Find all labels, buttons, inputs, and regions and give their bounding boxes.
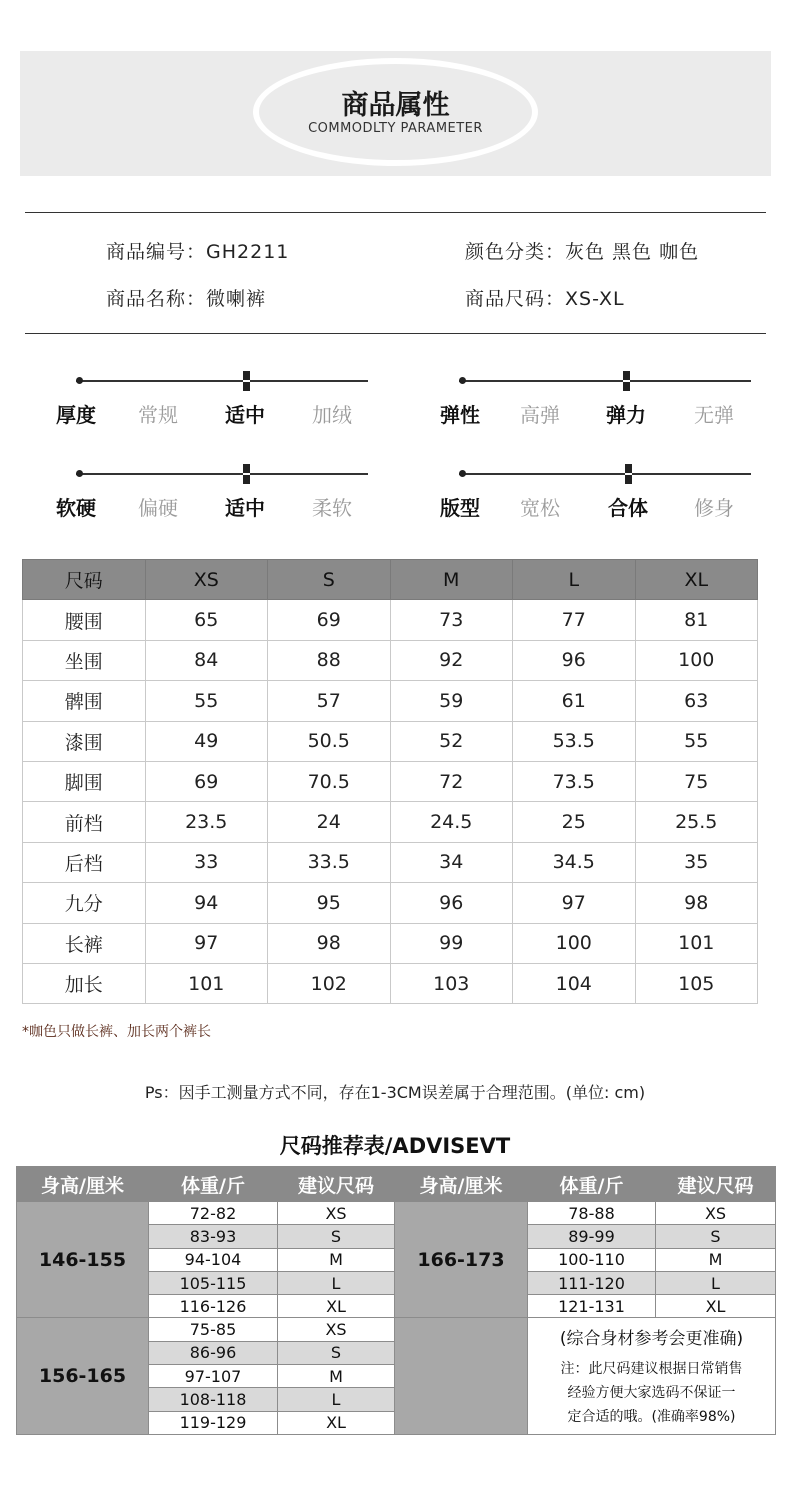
table-cell: 102	[268, 963, 391, 1003]
table-row	[23, 761, 758, 801]
divider-bottom	[25, 333, 766, 334]
table-cell: 35	[635, 842, 758, 882]
attr-name: 软硬	[56, 496, 96, 520]
column-header: L	[513, 560, 636, 600]
attr-option: 柔软	[312, 496, 352, 520]
table-cell: 88	[268, 640, 391, 680]
row-label: 漆围	[23, 721, 146, 761]
measure-note: Ps：因手工测量方式不同，存在1-3CM误差属于合理范围。(单位: cm)	[144, 1083, 646, 1102]
product-sizes-value: XS-XL	[565, 288, 625, 310]
table-cell: 55	[635, 721, 758, 761]
product-colors-label: 颜色分类：	[465, 241, 566, 263]
attr-slider-hardness	[56, 454, 368, 524]
table-cell: 25.5	[635, 802, 758, 842]
blank-cell	[395, 1318, 528, 1434]
page-title: 商品属性	[341, 90, 450, 121]
slider-knob	[243, 371, 250, 391]
size-cell: XS	[278, 1318, 395, 1341]
weight-cell: 86-96	[149, 1341, 278, 1364]
remark-title: (综合身材参考会更准确)	[559, 1328, 744, 1349]
product-name-value: 微喇裤	[206, 288, 267, 310]
table-cell: 101	[145, 963, 268, 1003]
slider-start-dot	[76, 470, 83, 477]
column-header: M	[390, 560, 513, 600]
column-header: S	[268, 560, 391, 600]
row-label: 坐围	[23, 640, 146, 680]
column-header: 身高/厘米	[17, 1167, 149, 1202]
table-cell: 97	[145, 923, 268, 963]
size-cell: XL	[278, 1411, 395, 1434]
weight-cell: 119-129	[149, 1411, 278, 1434]
advise-table-header	[17, 1167, 776, 1202]
product-name-label: 商品名称：	[106, 288, 207, 310]
table-row	[23, 600, 758, 640]
column-header: 体重/斤	[149, 1167, 278, 1202]
table-row	[17, 1318, 776, 1341]
attr-name: 版型	[440, 496, 480, 520]
table-cell: 100	[513, 923, 636, 963]
size-cell: M	[278, 1365, 395, 1388]
table-cell: 84	[145, 640, 268, 680]
size-cell: XL	[656, 1295, 776, 1318]
remark-line: 定合适的哦。(准确率98%)	[567, 1408, 736, 1425]
slider-knob	[625, 464, 632, 484]
column-header: 建议尺码	[656, 1167, 776, 1202]
slider-track	[76, 473, 368, 475]
table-cell: 61	[513, 681, 636, 721]
size-cell: XS	[278, 1202, 395, 1225]
color-note: *咖色只做长裤、加长两个裤长	[22, 1024, 211, 1040]
table-cell: 99	[390, 923, 513, 963]
size-cell: S	[656, 1225, 776, 1248]
table-cell: 53.5	[513, 721, 636, 761]
table-cell: 98	[635, 883, 758, 923]
table-cell: 105	[635, 963, 758, 1003]
weight-cell: 94-104	[149, 1248, 278, 1271]
column-header: 建议尺码	[278, 1167, 395, 1202]
slider-start-dot	[459, 470, 466, 477]
remark-cell	[528, 1318, 776, 1434]
product-sizes	[465, 284, 625, 311]
table-cell: 104	[513, 963, 636, 1003]
size-cell: M	[278, 1248, 395, 1271]
table-row	[23, 963, 758, 1003]
height-range: 166-173	[395, 1202, 528, 1318]
divider-top	[25, 212, 766, 213]
size-cell: S	[278, 1225, 395, 1248]
weight-cell: 78-88	[528, 1202, 656, 1225]
height-range: 146-155	[17, 1202, 149, 1318]
product-code-label: 商品编号：	[106, 241, 207, 263]
table-cell: 49	[145, 721, 268, 761]
weight-cell: 111-120	[528, 1271, 656, 1294]
table-cell: 24.5	[390, 802, 513, 842]
table-cell: 33.5	[268, 842, 391, 882]
weight-cell: 75-85	[149, 1318, 278, 1341]
column-header: 身高/厘米	[395, 1167, 528, 1202]
table-cell: 65	[145, 600, 268, 640]
row-label: 长裤	[23, 923, 146, 963]
column-header: XS	[145, 560, 268, 600]
weight-cell: 89-99	[528, 1225, 656, 1248]
table-cell: 34	[390, 842, 513, 882]
row-label: 加长	[23, 963, 146, 1003]
attr-slider-fit	[440, 454, 751, 524]
table-cell: 73	[390, 600, 513, 640]
slider-start-dot	[459, 377, 466, 384]
table-cell: 33	[145, 842, 268, 882]
table-cell: 77	[513, 600, 636, 640]
size-cell: S	[278, 1341, 395, 1364]
table-cell: 75	[635, 761, 758, 801]
table-cell: 50.5	[268, 721, 391, 761]
product-colors	[465, 237, 699, 264]
header-banner	[20, 51, 771, 176]
table-cell: 72	[390, 761, 513, 801]
table-row	[23, 721, 758, 761]
table-row	[23, 640, 758, 680]
attr-name: 弹性	[440, 403, 480, 427]
table-cell: 57	[268, 681, 391, 721]
attr-option-selected: 弹力	[606, 403, 646, 427]
slider-track	[459, 380, 751, 382]
column-header: XL	[635, 560, 758, 600]
attr-option: 常规	[138, 403, 178, 427]
table-cell: 63	[635, 681, 758, 721]
weight-cell: 121-131	[528, 1295, 656, 1318]
table-cell: 96	[390, 883, 513, 923]
product-code	[106, 237, 289, 264]
table-cell: 52	[390, 721, 513, 761]
product-sizes-label: 商品尺码：	[465, 288, 566, 310]
table-cell: 24	[268, 802, 391, 842]
size-cell: XS	[656, 1202, 776, 1225]
size-cell: XL	[278, 1295, 395, 1318]
advise-table	[16, 1166, 776, 1435]
attr-slider-thickness	[56, 361, 368, 431]
weight-cell: 116-126	[149, 1295, 278, 1318]
table-cell: 100	[635, 640, 758, 680]
row-label: 前档	[23, 802, 146, 842]
size-cell: L	[656, 1271, 776, 1294]
attr-option: 高弹	[520, 403, 560, 427]
size-cell: L	[278, 1388, 395, 1411]
attr-option: 宽松	[520, 496, 560, 520]
table-row	[17, 1202, 776, 1225]
attr-option-selected: 适中	[225, 403, 265, 427]
attr-option: 无弹	[694, 403, 734, 427]
attr-name: 厚度	[56, 403, 96, 427]
table-cell: 81	[635, 600, 758, 640]
remark-line: 注：此尺码建议根据日常销售	[560, 1360, 743, 1377]
table-cell: 97	[513, 883, 636, 923]
table-cell: 98	[268, 923, 391, 963]
slider-knob	[243, 464, 250, 484]
attr-option: 加绒	[312, 403, 352, 427]
attr-option: 修身	[694, 496, 734, 520]
attr-option: 偏硬	[138, 496, 178, 520]
table-cell: 23.5	[145, 802, 268, 842]
advise-title: 尺码推荐表/ADVISEVT	[279, 1134, 511, 1158]
remark-line: 经验方便大家选码不保证一	[567, 1384, 736, 1401]
row-label: 脚围	[23, 761, 146, 801]
slider-start-dot	[76, 377, 83, 384]
table-row	[23, 883, 758, 923]
product-colors-value: 灰色 黑色 咖色	[565, 241, 700, 263]
size-table	[22, 559, 758, 1004]
table-row	[23, 923, 758, 963]
height-range: 156-165	[17, 1318, 149, 1434]
weight-cell: 72-82	[149, 1202, 278, 1225]
weight-cell: 108-118	[149, 1388, 278, 1411]
size-cell: M	[656, 1248, 776, 1271]
table-cell: 55	[145, 681, 268, 721]
column-header: 尺码	[23, 560, 146, 600]
table-cell: 70.5	[268, 761, 391, 801]
table-cell: 101	[635, 923, 758, 963]
page-subtitle: COMMODLTY PARAMETER	[308, 121, 483, 136]
weight-cell: 97-107	[149, 1365, 278, 1388]
weight-cell: 100-110	[528, 1248, 656, 1271]
table-cell: 95	[268, 883, 391, 923]
product-code-value: GH2211	[206, 241, 290, 263]
attr-option-selected: 适中	[225, 496, 265, 520]
size-table-header	[23, 560, 758, 600]
table-cell: 92	[390, 640, 513, 680]
table-cell: 25	[513, 802, 636, 842]
attr-slider-elasticity	[440, 361, 751, 431]
attr-option-selected: 合体	[608, 496, 648, 520]
row-label: 九分	[23, 883, 146, 923]
table-cell: 69	[268, 600, 391, 640]
table-cell: 103	[390, 963, 513, 1003]
table-cell: 34.5	[513, 842, 636, 882]
column-header: 体重/斤	[528, 1167, 656, 1202]
table-row	[23, 681, 758, 721]
row-label: 腰围	[23, 600, 146, 640]
weight-cell: 83-93	[149, 1225, 278, 1248]
table-cell: 73.5	[513, 761, 636, 801]
table-cell: 96	[513, 640, 636, 680]
product-name	[106, 284, 266, 311]
row-label: 髀围	[23, 681, 146, 721]
row-label: 后档	[23, 842, 146, 882]
table-cell: 59	[390, 681, 513, 721]
size-cell: L	[278, 1271, 395, 1294]
table-row	[23, 802, 758, 842]
weight-cell: 105-115	[149, 1271, 278, 1294]
slider-knob	[623, 371, 630, 391]
table-row	[23, 842, 758, 882]
table-cell: 69	[145, 761, 268, 801]
table-cell: 94	[145, 883, 268, 923]
slider-track	[76, 380, 368, 382]
slider-track	[459, 473, 751, 475]
